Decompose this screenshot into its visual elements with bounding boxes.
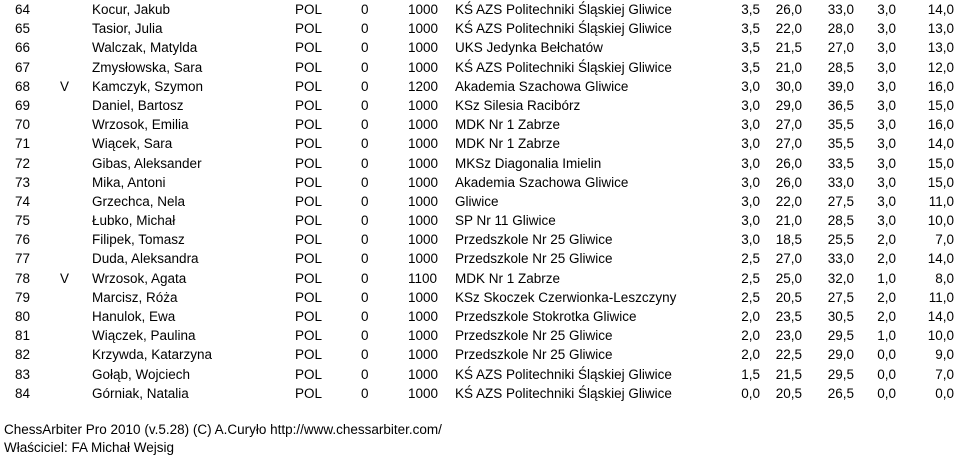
tiebreak-1-cell: 20,5: [775, 289, 802, 305]
place-cell: 73: [14, 174, 30, 190]
tiebreak-4-cell: 14,0: [927, 136, 954, 152]
tiebreak-3-cell: 3,0: [877, 117, 896, 133]
player-name-cell: Wiącek, Sara: [92, 136, 173, 152]
tiebreak-1-cell: 21,5: [775, 366, 802, 382]
player-name-cell: Górniak, Natalia: [92, 385, 189, 401]
fide-rating-cell: 0: [361, 40, 369, 56]
rating-cell: 1000: [408, 136, 439, 152]
tiebreak-4-cell: 9,0: [935, 347, 954, 363]
rating-cell: 1000: [408, 328, 439, 344]
place-cell: 84: [14, 385, 30, 401]
points-cell: 3,0: [741, 78, 760, 94]
tiebreak-4-cell: 8,0: [935, 270, 954, 286]
fide-rating-cell: 0: [361, 270, 369, 286]
tiebreak-2-cell: 28,5: [827, 213, 854, 229]
tiebreak-4-cell: 7,0: [935, 232, 954, 248]
tiebreak-1-cell: 26,0: [775, 155, 802, 171]
points-cell: 3,0: [741, 193, 760, 209]
tiebreak-3-cell: 3,0: [877, 136, 896, 152]
fide-rating-cell: 0: [361, 193, 369, 209]
federation-cell: POL: [295, 97, 323, 113]
federation-cell: POL: [295, 2, 323, 17]
club-cell: KŚ AZS Politechniki Śląskiej Gliwice: [455, 21, 672, 37]
tiebreak-4-cell: 15,0: [927, 97, 954, 113]
place-cell: 69: [14, 97, 30, 113]
table-row: [0, 96, 960, 115]
rating-cell: 1000: [408, 213, 439, 229]
place-cell: 77: [14, 251, 30, 267]
tiebreak-2-cell: 28,5: [827, 59, 854, 75]
rating-cell: 1000: [408, 40, 439, 56]
tiebreak-2-cell: 35,5: [827, 117, 854, 133]
rating-cell: 1000: [408, 174, 439, 190]
federation-cell: POL: [295, 174, 323, 190]
fide-rating-cell: 0: [361, 117, 369, 133]
table-row: [0, 115, 960, 134]
club-cell: MKSz Diagonalia Imielin: [455, 155, 602, 171]
club-cell: KŚ AZS Politechniki Śląskiej Gliwice: [455, 2, 672, 17]
tiebreak-2-cell: 32,0: [827, 270, 854, 286]
tiebreak-2-cell: 29,5: [827, 366, 854, 382]
tiebreak-1-cell: 23,5: [775, 309, 802, 324]
fide-rating-cell: 0: [361, 328, 369, 344]
points-cell: 3,5: [741, 59, 760, 75]
table-row: [0, 288, 960, 307]
rating-cell: 1200: [408, 78, 439, 94]
tiebreak-1-cell: 27,0: [775, 251, 802, 267]
table-row: [0, 307, 960, 326]
tiebreak-3-cell: 3,0: [877, 193, 896, 209]
place-cell: 76: [14, 232, 30, 248]
club-cell: KŚ AZS Politechniki Śląskiej Gliwice: [455, 385, 672, 401]
fide-rating-cell: 0: [361, 78, 369, 94]
player-name-cell: Gibas, Aleksander: [92, 155, 202, 171]
tiebreak-2-cell: 39,0: [827, 78, 854, 94]
club-cell: Przedszkole Stokrotka Gliwice: [455, 309, 637, 324]
points-cell: 2,0: [741, 347, 760, 363]
table-row: [0, 134, 960, 153]
place-cell: 70: [14, 117, 30, 133]
fide-rating-cell: 0: [361, 136, 369, 152]
footer: [4, 421, 442, 457]
player-name-cell: Krzywda, Katarzyna: [92, 347, 213, 363]
place-cell: 80: [14, 309, 30, 324]
tiebreak-3-cell: 2,0: [877, 309, 896, 324]
tiebreak-1-cell: 26,0: [775, 174, 802, 190]
club-cell: MDK Nr 1 Zabrze: [455, 117, 561, 133]
place-cell: 81: [14, 328, 30, 344]
club-cell: UKS Jedynka Bełchatów: [455, 40, 603, 56]
tiebreak-4-cell: 12,0: [927, 59, 954, 75]
rating-cell: 1000: [408, 366, 439, 382]
federation-cell: POL: [295, 78, 323, 94]
tiebreak-3-cell: 1,0: [877, 328, 896, 344]
rating-cell: 1000: [408, 117, 439, 133]
tiebreak-3-cell: 0,0: [877, 347, 896, 363]
rating-cell: 1000: [408, 97, 439, 113]
fide-rating-cell: 0: [361, 309, 369, 324]
points-cell: 2,0: [741, 309, 760, 324]
club-cell: Przedszkole Nr 25 Gliwice: [455, 232, 613, 248]
table-row: [0, 19, 960, 38]
rating-cell: 1100: [408, 270, 438, 286]
club-cell: MDK Nr 1 Zabrze: [455, 136, 561, 152]
fide-rating-cell: 0: [361, 2, 369, 17]
fide-rating-cell: 0: [361, 385, 369, 401]
tiebreak-3-cell: 0,0: [877, 385, 896, 401]
place-cell: 82: [14, 347, 30, 363]
tiebreak-3-cell: 3,0: [877, 97, 896, 113]
tiebreak-3-cell: 3,0: [877, 174, 896, 190]
place-cell: 66: [14, 40, 30, 56]
software-credit: ChessArbiter Pro 2010 (v.5.28) (C) A.Curyło http://www.chessarbiter.com/: [4, 422, 442, 437]
table-row: [0, 249, 960, 268]
tiebreak-3-cell: 3,0: [877, 213, 896, 229]
table-row: [0, 326, 960, 345]
tiebreak-2-cell: 33,0: [827, 251, 854, 267]
federation-cell: POL: [295, 289, 323, 305]
points-cell: 3,0: [741, 117, 760, 133]
tiebreak-3-cell: 1,0: [877, 270, 896, 286]
tiebreak-3-cell: 3,0: [877, 78, 896, 94]
federation-cell: POL: [295, 232, 323, 248]
club-cell: Akademia Szachowa Gliwice: [455, 78, 629, 94]
tiebreak-4-cell: 10,0: [927, 328, 954, 344]
federation-cell: POL: [295, 193, 323, 209]
tiebreak-1-cell: 22,5: [775, 347, 802, 363]
table-row: [0, 384, 960, 403]
table-row: [0, 365, 960, 384]
federation-cell: POL: [295, 385, 323, 401]
place-cell: 68: [14, 78, 30, 94]
points-cell: 3,5: [741, 21, 760, 37]
fide-rating-cell: 0: [361, 21, 369, 37]
tiebreak-2-cell: 33,0: [827, 2, 854, 17]
tiebreak-3-cell: 3,0: [877, 155, 896, 171]
fide-rating-cell: 0: [361, 366, 369, 382]
club-cell: KSz Silesia Racibórz: [455, 97, 581, 113]
rating-cell: 1000: [408, 59, 439, 75]
player-name-cell: Kamczyk, Szymon: [92, 78, 204, 94]
tiebreak-4-cell: 16,0: [927, 78, 954, 94]
owner-line: Właściciel: FA Michał Wejsig: [4, 440, 175, 455]
rating-cell: 1000: [408, 347, 439, 363]
tiebreak-4-cell: 0,0: [935, 385, 954, 401]
fide-rating-cell: 0: [361, 155, 369, 171]
tiebreak-4-cell: 11,0: [928, 193, 954, 209]
points-cell: 3,0: [741, 136, 760, 152]
tiebreak-2-cell: 30,5: [827, 309, 854, 324]
tiebreak-4-cell: 16,0: [927, 117, 954, 133]
fide-rating-cell: 0: [361, 97, 369, 113]
rating-cell: 1000: [408, 251, 439, 267]
rating-cell: 1000: [408, 21, 439, 37]
player-name-cell: Daniel, Bartosz: [92, 97, 184, 113]
tiebreak-1-cell: 27,0: [775, 136, 802, 152]
tiebreak-4-cell: 15,0: [927, 174, 954, 190]
player-name-cell: Kocur, Jakub: [92, 2, 171, 17]
tiebreak-4-cell: 15,0: [927, 155, 954, 171]
points-cell: 2,5: [741, 289, 760, 305]
club-cell: Gliwice: [455, 193, 499, 209]
tiebreak-3-cell: 3,0: [877, 59, 896, 75]
tiebreak-4-cell: 7,0: [935, 366, 954, 382]
federation-cell: POL: [295, 59, 323, 75]
player-name-cell: Grzechca, Nela: [92, 193, 186, 209]
player-name-cell: Wrzosok, Emilia: [92, 117, 189, 133]
fide-rating-cell: 0: [361, 347, 369, 363]
table-row: [0, 38, 960, 57]
table-row: [0, 211, 960, 230]
points-cell: 1,5: [741, 366, 760, 382]
place-cell: 78: [14, 270, 30, 286]
federation-cell: POL: [295, 366, 323, 382]
rating-cell: 1000: [408, 289, 439, 305]
table-row: [0, 173, 960, 192]
federation-cell: POL: [295, 40, 323, 56]
fide-rating-cell: 0: [361, 174, 369, 190]
points-cell: 2,5: [741, 251, 760, 267]
club-cell: KŚ AZS Politechniki Śląskiej Gliwice: [455, 366, 672, 382]
table-row: [0, 58, 960, 77]
rating-cell: 1000: [408, 155, 439, 171]
table-row: [0, 77, 960, 96]
player-name-cell: Mika, Antoni: [92, 174, 166, 190]
tiebreak-1-cell: 21,0: [775, 59, 802, 75]
points-cell: 2,0: [741, 328, 760, 344]
tiebreak-2-cell: 35,5: [827, 136, 854, 152]
place-cell: 65: [14, 21, 30, 37]
tiebreak-2-cell: 36,5: [827, 97, 854, 113]
club-cell: MDK Nr 1 Zabrze: [455, 270, 561, 286]
rating-cell: 1000: [408, 193, 439, 209]
table-row: [0, 0, 960, 19]
federation-cell: POL: [295, 21, 323, 37]
club-cell: KSz Skoczek Czerwionka-Leszczyny: [455, 289, 677, 305]
tiebreak-1-cell: 20,5: [775, 385, 802, 401]
tiebreak-1-cell: 26,0: [775, 2, 802, 17]
table-row: [0, 345, 960, 364]
club-cell: SP Nr 11 Gliwice: [455, 213, 556, 229]
fide-rating-cell: 0: [361, 251, 369, 267]
tiebreak-1-cell: 22,0: [775, 21, 802, 37]
rating-cell: 1000: [408, 232, 439, 248]
tiebreak-4-cell: 13,0: [927, 21, 954, 37]
federation-cell: POL: [295, 347, 323, 363]
place-cell: 83: [14, 366, 30, 382]
points-cell: 3,0: [741, 174, 760, 190]
points-cell: 2,5: [741, 270, 760, 286]
tiebreak-1-cell: 18,5: [775, 232, 802, 248]
points-cell: 3,5: [741, 2, 760, 17]
tiebreak-2-cell: 28,0: [827, 21, 854, 37]
tiebreak-2-cell: 33,0: [827, 174, 854, 190]
points-cell: 3,0: [741, 232, 760, 248]
tiebreak-4-cell: 11,0: [928, 289, 954, 305]
tiebreak-3-cell: 2,0: [877, 251, 896, 267]
place-cell: 72: [14, 155, 30, 171]
tiebreak-2-cell: 27,5: [827, 289, 854, 305]
fide-rating-cell: 0: [361, 232, 369, 248]
place-cell: 64: [14, 2, 30, 17]
player-name-cell: Wrzosok, Agata: [92, 270, 187, 286]
player-name-cell: Duda, Aleksandra: [92, 251, 199, 267]
table-row: [0, 230, 960, 249]
table-row: [0, 269, 960, 288]
fide-rating-cell: 0: [361, 59, 369, 75]
tiebreak-1-cell: 21,0: [775, 213, 802, 229]
federation-cell: POL: [295, 213, 323, 229]
tiebreak-1-cell: 25,0: [775, 270, 802, 286]
tiebreak-1-cell: 22,0: [775, 193, 802, 209]
tiebreak-3-cell: 0,0: [877, 366, 896, 382]
tiebreak-4-cell: 10,0: [927, 213, 954, 229]
points-cell: 3,0: [741, 97, 760, 113]
player-name-cell: Gołąb, Wojciech: [92, 366, 191, 382]
rating-cell: 1000: [408, 309, 439, 324]
place-cell: 74: [14, 193, 30, 209]
tiebreak-1-cell: 29,0: [775, 97, 802, 113]
tiebreak-2-cell: 26,5: [827, 385, 854, 401]
table-row: [0, 154, 960, 173]
tiebreak-3-cell: 3,0: [877, 40, 896, 56]
tiebreak-4-cell: 14,0: [927, 251, 954, 267]
federation-cell: POL: [295, 251, 323, 267]
player-name-cell: Marcisz, Róża: [92, 289, 178, 305]
club-cell: Przedszkole Nr 25 Gliwice: [455, 251, 613, 267]
place-cell: 79: [14, 289, 30, 305]
federation-cell: POL: [295, 328, 323, 344]
player-name-cell: Wiączek, Paulina: [92, 328, 196, 344]
table-row: [0, 192, 960, 211]
points-cell: 3,0: [741, 213, 760, 229]
points-cell: 3,5: [741, 40, 760, 56]
federation-cell: POL: [295, 136, 323, 152]
tiebreak-2-cell: 27,0: [827, 40, 854, 56]
place-cell: 67: [14, 59, 30, 75]
points-cell: 3,0: [741, 155, 760, 171]
tiebreak-2-cell: 29,5: [827, 328, 854, 344]
tiebreak-1-cell: 23,0: [775, 328, 802, 344]
tiebreak-2-cell: 29,0: [827, 347, 854, 363]
tiebreak-3-cell: 2,0: [877, 232, 896, 248]
player-name-cell: Łubko, Michał: [92, 213, 176, 229]
fide-rating-cell: 0: [361, 213, 369, 229]
points-cell: 0,0: [741, 385, 760, 401]
tiebreak-1-cell: 27,0: [775, 117, 802, 133]
tiebreak-3-cell: 3,0: [877, 21, 896, 37]
rating-cell: 1000: [408, 2, 439, 17]
tiebreak-3-cell: 2,0: [877, 289, 896, 305]
tiebreak-2-cell: 27,5: [827, 193, 854, 209]
federation-cell: POL: [295, 270, 323, 286]
tiebreak-2-cell: 25,5: [827, 232, 854, 248]
club-cell: Akademia Szachowa Gliwice: [455, 174, 629, 190]
rating-cell: 1000: [408, 385, 439, 401]
club-cell: Przedszkole Nr 25 Gliwice: [455, 347, 613, 363]
tiebreak-1-cell: 30,0: [775, 78, 802, 94]
player-name-cell: Walczak, Matylda: [92, 40, 198, 56]
flag-cell: V: [60, 270, 70, 286]
place-cell: 71: [14, 136, 30, 152]
tiebreak-4-cell: 14,0: [927, 2, 954, 17]
player-name-cell: Hanulok, Ewa: [92, 309, 176, 324]
club-cell: KŚ AZS Politechniki Śląskiej Gliwice: [455, 59, 672, 75]
tiebreak-3-cell: 3,0: [877, 2, 896, 17]
player-name-cell: Tasior, Julia: [92, 21, 163, 37]
tiebreak-4-cell: 14,0: [927, 309, 954, 324]
tiebreak-2-cell: 33,5: [827, 155, 854, 171]
player-name-cell: Zmysłowska, Sara: [92, 59, 203, 75]
federation-cell: POL: [295, 155, 323, 171]
club-cell: Przedszkole Nr 25 Gliwice: [455, 328, 613, 344]
tiebreak-4-cell: 13,0: [927, 40, 954, 56]
federation-cell: POL: [295, 309, 323, 324]
fide-rating-cell: 0: [361, 289, 369, 305]
federation-cell: POL: [295, 117, 323, 133]
player-name-cell: Filipek, Tomasz: [92, 232, 185, 248]
tiebreak-1-cell: 21,5: [775, 40, 802, 56]
place-cell: 75: [14, 213, 30, 229]
flag-cell: V: [60, 78, 70, 94]
